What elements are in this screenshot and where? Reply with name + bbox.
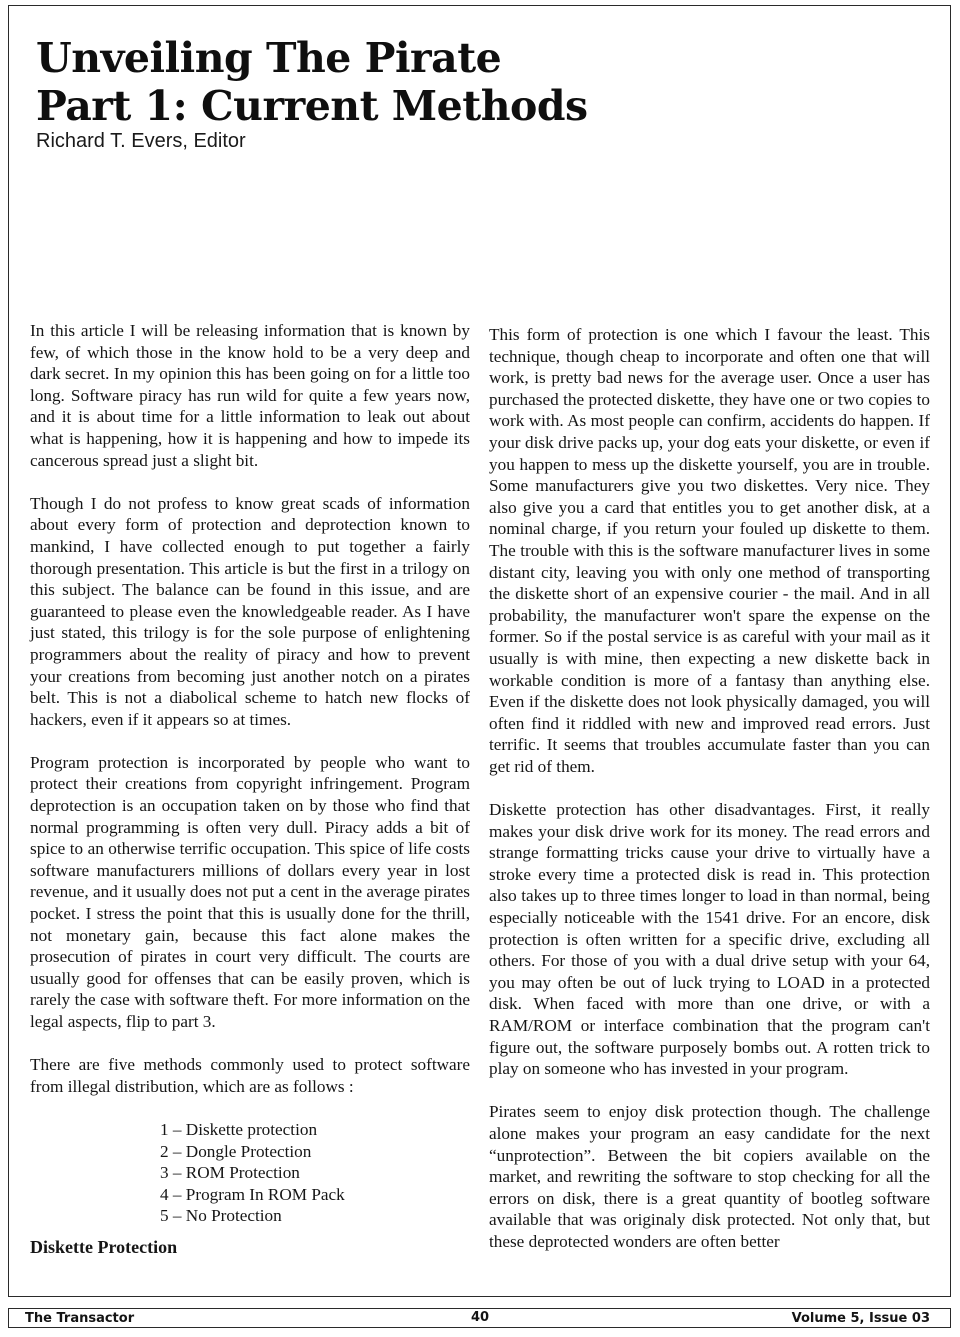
protection-methods-list — [160, 1119, 470, 1227]
right-column — [489, 324, 930, 1274]
list-item: 2 – Dongle Protection — [160, 1141, 312, 1161]
author-byline: Richard T. Evers, Editor — [36, 130, 246, 152]
list-item: 3 – ROM Protection — [160, 1163, 300, 1183]
left-column — [30, 320, 470, 1259]
section-heading: Diskette Protection — [30, 1236, 178, 1257]
list-item: 1 – Diskette protection — [160, 1119, 318, 1139]
paragraph: This form of protection is one which I favour the least. This technique, though cheap to incorporate and often one that will work, is pretty bad news for the average user. Once a user has purchased the protected diskette, they have one or two copies to work with. As most people can confirm, accidents do happen. If your disk drive packs up, your dog eats your diskette, or even if you happen to mess up the diskette yourself, you are in trouble. Some manufacturers give you two diskettes. Very nice. They also give you a card that entitles you to get another disk, at a nominal charge, if you return your fouled up diskette to them. The trouble with this is the software manufacturer lives in some distant city, leaving you with only one method of transporting the diskette short of an expensive courier - the mail. And in all probability, the manufacturer won't spare the expense on the former. So if the postal service is as careful with your mail as it usually is with mine, then expecting a new diskette back in workable condition is more of a fantasy than anything else. Even if the diskette does not look physically damaged, you will often find it riddled with new and improved read errors. Just terrific. It seems that troubles accumulate faster than you can get rid of them. — [489, 325, 930, 776]
paragraph: Though I do not profess to know great scads of information about every form of protection and deprotection known to mankind, I have collected enough to put together a fairly thorough presentation. This article is but the first in a trilogy on this subject. The balance can be found in this issue, and are guaranteed to please even the knowledgeable reader. As I have just stated, this trilogy is for the sole purpose of enlightening programmers about the reality of piracy and how to prevent your creations from becoming just another notch on a pirates belt. This is not a diabolical scheme to hatch new flocks of hackers, even if it appears so at times. — [30, 493, 470, 729]
title-line-2: Part 1: Current Methods — [36, 82, 588, 130]
title-line-1: Unveiling The Pirate — [36, 34, 502, 82]
paragraph: Program protection is incorporated by people who want to protect their creations from copyright infringement. Program deprotection is an occupation taken on by those who find that normal programming is often very dull. Piracy adds a bit of spice to an otherwise terrific occupation. This spice of life costs software manufacturers millions of dollars every year in lost revenue, and it usually does not put a cent in the average pirates pocket. I stress the point that this is usually done for the thrill, not monetary gain, because this fact alone makes the prosecution of pirates in court very difficult. The courts are usually good for offenses that can be easily proven, which is rarely the case with software theft. For more information on the legal aspects, flip to part 3. — [30, 752, 470, 1031]
page-footer — [8, 1308, 951, 1328]
list-item: 5 – No Protection — [160, 1206, 282, 1226]
page-number: 40 — [471, 1310, 490, 1325]
list-item: 4 – Program In ROM Pack — [160, 1184, 345, 1204]
paragraph: In this article I will be releasing information that is known by few, of which those in the know hold to be a very deep and dark secret. In my opinion this has been going on for a little too long. Software piracy has run wild for quite a few years now, and it is about time for a little information to leak out about what is happening, how it is happening and how to impede its cancerous spread just a slight bit. — [30, 321, 470, 470]
issue-label: Volume 5, Issue 03 — [791, 1310, 930, 1326]
paragraph: There are five methods commonly used to protect software from illegal distribution, which are as follows : — [30, 1055, 470, 1096]
publication-name: The Transactor — [25, 1310, 135, 1326]
article-title — [36, 34, 588, 130]
paragraph: Pirates seem to enjoy disk protection though. The challenge alone makes your program an easy candidate for the next “unprotection”. Between the bit copiers available on the market, and rewriting the software to stop checking for all the errors on disk, there is a great quantity of bootleg software available that was originaly disk protected. Not only that, but these deprotected wonders are often better — [489, 1102, 930, 1251]
paragraph: Diskette protection has other disadvantages. First, it really makes your disk drive work for its money. The read errors and strange formatting tricks cause your drive to virtually have a stroke every time a protected disk is read in. This protection also takes up to three times longer to load in than normal, being especially noticeable with the 1541 drive. For an encore, disk protection is often written for a specific drive, excluding all others. For those of you with a dual drive setup with your 64, you may often be out of luck trying to LOAD in a protected disk. When faced with more than one drive, or with a RAM/ROM or interface combination that the program can't figure out, the software purposely bombs out. A rotten trick to play on someone who has invested in your program. — [489, 800, 930, 1079]
